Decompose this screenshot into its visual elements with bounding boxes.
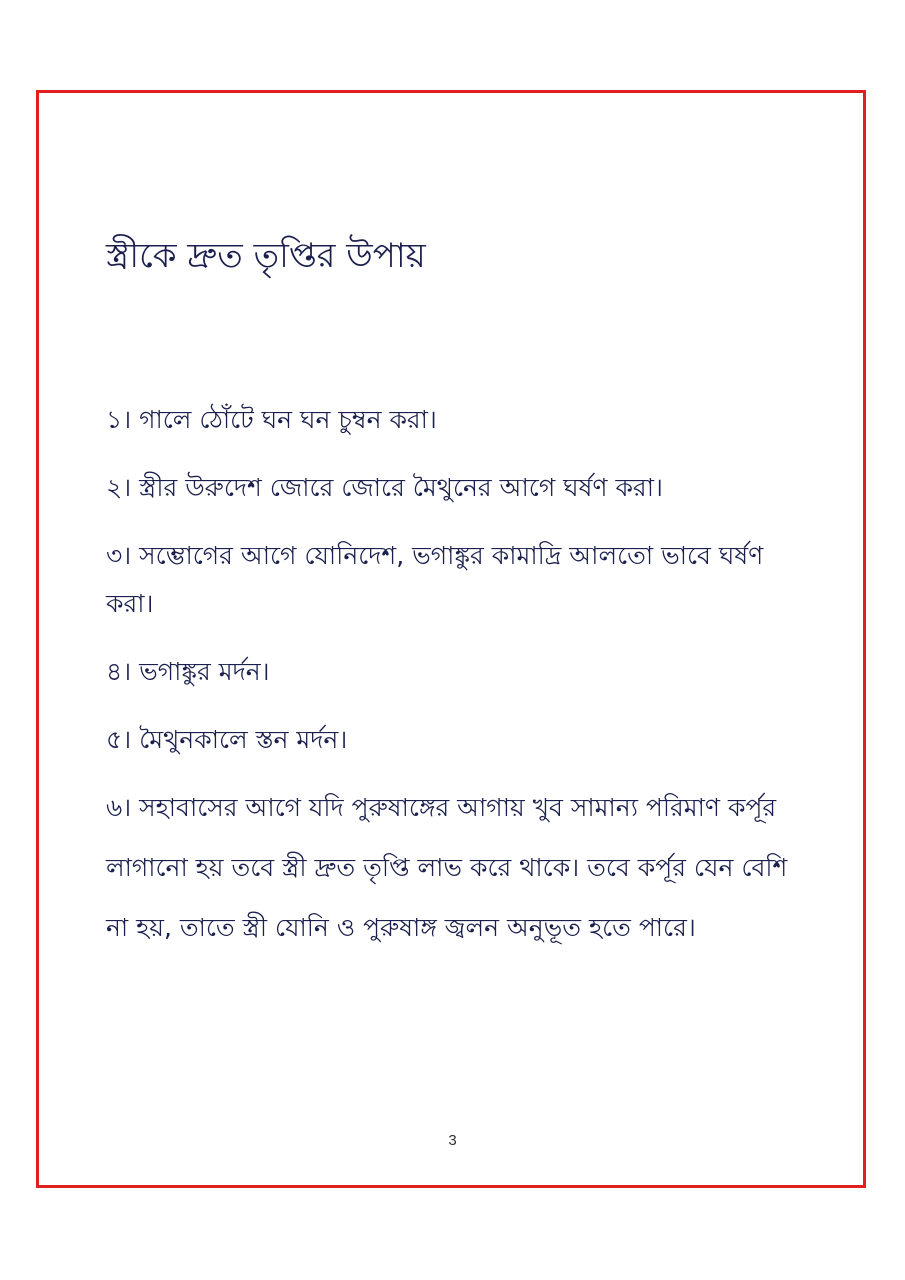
page-number: 3 [448,1132,457,1149]
list-item: ২। স্ত্রীর উরুদেশ জোরে জোরে মৈথুনের আগে ঘর্ষণ করা। [106,473,663,502]
list-item: ৫। মৈথুনকালে স্তন মর্দন। [106,725,348,754]
list-item: ১। গালে ঠোঁটে ঘন ঘন চুম্বন করা। [106,405,437,434]
list-item: ৬। সহাবাসের আগে যদি পুরুষাঙ্গের আগায় খুব সামান্য পরিমাণ কর্পূর লাগানো হয় তবে স্ত্রী দ্রুত তৃপ্তি লাভ করে থাকে। তবে কর্পূর যেন বেশি না হয়, তাতে স্ত্রী যোনি ও পুরুষাঙ্গ জ্বলন অনুভূত হতে পারে। [106,793,788,942]
document-body [106,396,806,978]
list-item: ৪। ভগাঙ্কুর মর্দন। [106,657,270,686]
list-item: ৩। সম্ভোগের আগে যোনিদেশ, ভগাঙ্কুর কামাদ্রি আলতো ভাবে ঘর্ষণ করা। [106,541,764,618]
page-title: স্ত্রীকে দ্রুত তৃপ্তির উপায় [106,236,426,276]
